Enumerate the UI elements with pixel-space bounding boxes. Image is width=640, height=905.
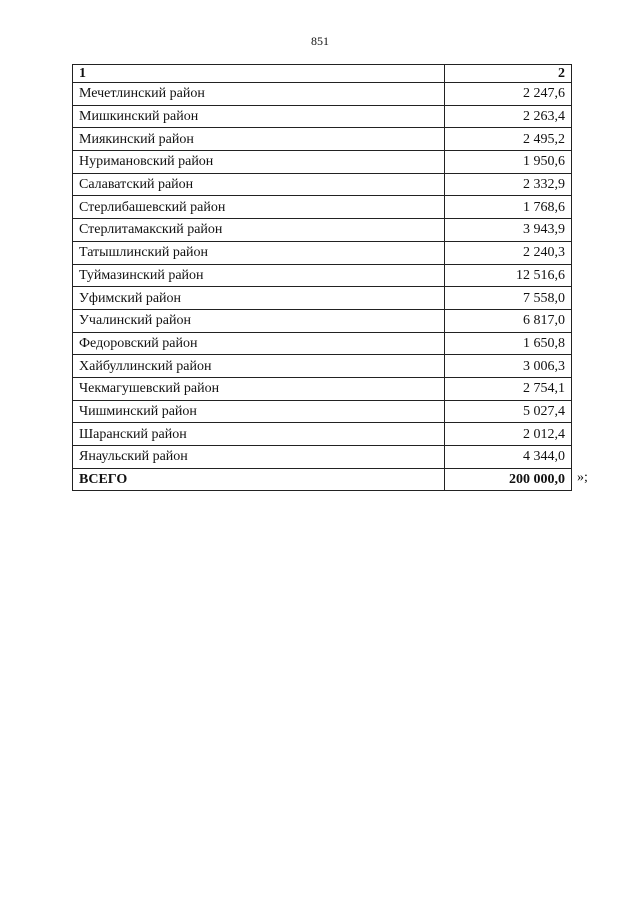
district-value: 2 332,9 <box>445 173 572 196</box>
table-row <box>73 196 572 219</box>
table-row <box>73 309 572 332</box>
district-value: 2 012,4 <box>445 423 572 446</box>
district-value: 12 516,6 <box>445 264 572 287</box>
district-name: Федоровский район <box>73 332 445 355</box>
table-row <box>73 400 572 423</box>
closing-quote: »; <box>577 470 588 485</box>
table-row <box>73 287 572 310</box>
district-value: 2 754,1 <box>445 377 572 400</box>
district-name: Стерлибашевский район <box>73 196 445 219</box>
district-value: 2 240,3 <box>445 241 572 264</box>
district-value: 5 027,4 <box>445 400 572 423</box>
district-value: 2 247,6 <box>445 83 572 106</box>
total-value: 200 000,0 <box>445 468 572 491</box>
district-name: Мишкинский район <box>73 105 445 128</box>
district-table <box>72 64 572 491</box>
table-row <box>73 355 572 378</box>
district-value: 3 943,9 <box>445 219 572 242</box>
column-header-1: 1 <box>73 65 445 83</box>
district-name: Салаватский район <box>73 173 445 196</box>
district-value: 3 006,3 <box>445 355 572 378</box>
table-row <box>73 105 572 128</box>
district-name: Шаранский район <box>73 423 445 446</box>
district-value: 1 650,8 <box>445 332 572 355</box>
table-row <box>73 264 572 287</box>
district-name: Туймазинский район <box>73 264 445 287</box>
table-body <box>73 83 572 491</box>
page-number: 851 <box>311 34 329 48</box>
district-name: Янаульский район <box>73 446 445 469</box>
column-header-2: 2 <box>445 65 572 83</box>
data-table <box>72 64 572 491</box>
district-value: 1 950,6 <box>445 151 572 174</box>
table-row <box>73 219 572 242</box>
district-name: Чишминский район <box>73 400 445 423</box>
table-row <box>73 423 572 446</box>
table-row <box>73 446 572 469</box>
table-row <box>73 151 572 174</box>
district-name: Стерлитамакский район <box>73 219 445 242</box>
district-name: Нуримановский район <box>73 151 445 174</box>
district-value: 7 558,0 <box>445 287 572 310</box>
table-row <box>73 83 572 106</box>
table-row <box>73 128 572 151</box>
district-value: 1 768,6 <box>445 196 572 219</box>
district-value: 6 817,0 <box>445 309 572 332</box>
district-name: Учалинский район <box>73 309 445 332</box>
district-name: Мечетлинский район <box>73 83 445 106</box>
district-name: Хайбуллинский район <box>73 355 445 378</box>
district-name: Чекмагушевский район <box>73 377 445 400</box>
district-name: Миякинский район <box>73 128 445 151</box>
table-row <box>73 173 572 196</box>
table-row <box>73 332 572 355</box>
table-row <box>73 241 572 264</box>
table-row <box>73 377 572 400</box>
district-name: Татышлинский район <box>73 241 445 264</box>
district-name: Уфимский район <box>73 287 445 310</box>
district-value: 4 344,0 <box>445 446 572 469</box>
header-row <box>73 65 572 83</box>
district-value: 2 495,2 <box>445 128 572 151</box>
total-row <box>73 468 572 491</box>
total-label: ВСЕГО <box>73 468 445 491</box>
district-value: 2 263,4 <box>445 105 572 128</box>
